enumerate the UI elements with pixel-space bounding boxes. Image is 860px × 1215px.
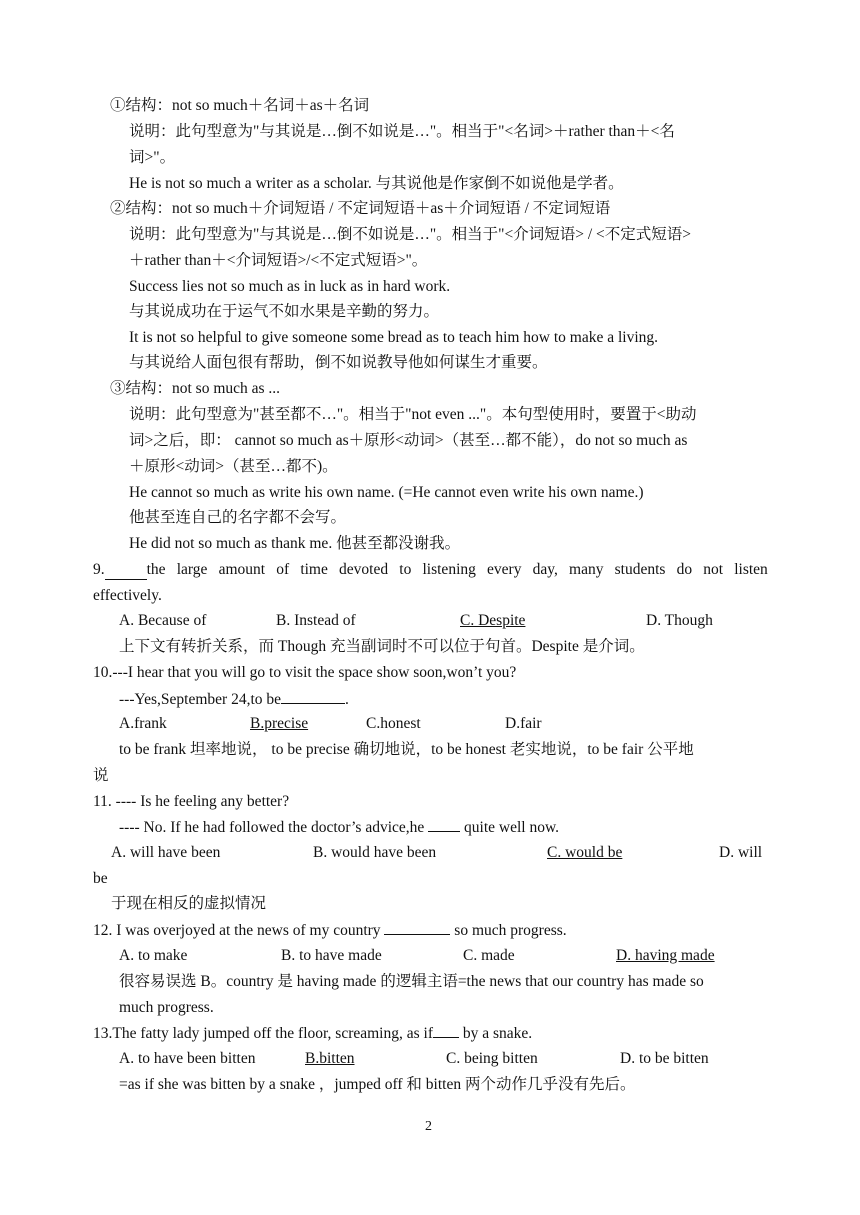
structure-3-heading: ③结构：not so much as ...: [110, 380, 281, 397]
answer-blank: [428, 817, 460, 832]
question-line: ---- No. If he had followed the doctor’s advice,he quite well now.: [119, 819, 560, 836]
example-sentence: He cannot so much as write his own name. (=He cannot even write his own name.): [129, 484, 644, 501]
answer-note: 于现在相反的虚拟情况: [111, 895, 267, 912]
option-d: D.fair: [505, 715, 542, 732]
question-word: day,: [532, 561, 558, 578]
page-number: 2: [425, 1119, 432, 1134]
question-13: 13.The fatty lady jumped off the floor, screaming, as if by a snake.: [93, 1025, 533, 1042]
answer-blank: [105, 565, 147, 580]
answer-note: 上下文有转折关系，而 Though 充当副词时不可以位于句首。Despite 是介词。: [119, 638, 645, 655]
option-d: D. to be bitten: [620, 1050, 709, 1067]
explanation-line: 说明：此句型意为"与其说是…倒不如说是…"。相当于"<名词>＋rather than＋<名: [129, 123, 675, 140]
example-sentence: He is not so much a writer as a scholar. 与其说他是作家倒不如说他是学者。: [129, 175, 624, 192]
question-10: 10.---I hear that you will go to visit the space show soon,won’t you?: [93, 664, 517, 681]
question-word: the: [146, 561, 166, 578]
explanation-line: 说明：此句型意为"与其说是…倒不如说是…"。相当于"<介词短语> / <不定式短语>: [129, 226, 692, 243]
question-number: 9.: [93, 561, 105, 578]
answer-note: much progress.: [119, 999, 214, 1016]
option-c: C.honest: [366, 715, 421, 732]
question-word: to: [399, 561, 412, 578]
option-a: A. to make: [119, 947, 188, 964]
option-a: A. Because of: [119, 612, 207, 629]
option-b-correct: B.precise: [250, 715, 309, 732]
option-d: D. will: [719, 844, 763, 861]
answer-note: 说: [93, 767, 109, 784]
question-word: large: [176, 561, 208, 578]
structure-1-heading: ①结构：not so much＋名词＋as＋名词: [110, 97, 370, 114]
answer-note: 很容易误选 B。country 是 having made 的逻辑主语=the news that our country has made so: [119, 973, 704, 990]
question-word: many: [569, 561, 604, 578]
option-b-correct: B.bitten: [305, 1050, 355, 1067]
question-line: ---Yes,September 24,to be .: [119, 691, 349, 708]
explanation-line: 词>"。: [129, 149, 176, 166]
option-a: A. will have been: [111, 844, 221, 861]
question-word: every: [487, 561, 522, 578]
question-9: [93, 560, 768, 580]
option-d-continued: be: [93, 870, 108, 887]
example-sentence: He did not so much as thank me. 他甚至都没谢我。: [129, 535, 461, 552]
question-word: of: [276, 561, 290, 578]
option-c-correct: C. would be: [547, 844, 623, 861]
question-word: listening: [422, 561, 476, 578]
explanation-line: ＋rather than＋<介词短语>/<不定式短语>"。: [129, 252, 428, 269]
example-translation: 与其说成功在于运气不如水果是辛勤的努力。: [129, 303, 440, 320]
explanation-line: 词>之后，即： cannot so much as＋原形<动词>（甚至…都不能），do not so much as: [129, 432, 688, 449]
structure-2-heading: ②结构：not so much＋介词短语 / 不定词短语＋as＋介词短语 / 不定词短语: [110, 200, 611, 217]
question-word: amount: [218, 561, 266, 578]
answer-blank: [433, 1023, 459, 1038]
question-word: devoted: [339, 561, 389, 578]
explanation-line: 说明：此句型意为"甚至都不…"。相当于"not even ..."。本句型使用时，要置于<助动: [129, 406, 697, 423]
answer-note: =as if she was bitten by a snake ，jumped off 和 bitten 两个动作几乎没有先后。: [119, 1076, 636, 1093]
option-b: B. to have made: [281, 947, 382, 964]
question-word: students: [614, 561, 666, 578]
option-d-correct: D. having made: [616, 947, 715, 964]
example-translation: 与其说给人面包很有帮助，倒不如说教导他如何谋生才重要。: [129, 354, 548, 371]
option-d: D. Though: [646, 612, 713, 629]
question-stem-continued: effectively.: [93, 587, 162, 604]
option-c: C. being bitten: [446, 1050, 538, 1067]
question-word: listen: [734, 561, 768, 578]
example-sentence: Success lies not so much as in luck as in hard work.: [129, 278, 451, 295]
option-c-correct: C. Despite: [460, 612, 526, 629]
option-b: B. would have been: [313, 844, 437, 861]
option-a: A.frank: [119, 715, 167, 732]
example-translation: 他甚至连自己的名字都不会写。: [129, 509, 347, 526]
option-b: B. Instead of: [276, 612, 356, 629]
question-word: not: [703, 561, 724, 578]
option-c: C. made: [463, 947, 515, 964]
answer-blank: [281, 689, 345, 704]
question-12: 12. I was overjoyed at the news of my country so much progress.: [93, 922, 567, 939]
question-word: time: [300, 561, 328, 578]
question-11: 11. ---- Is he feeling any better?: [93, 793, 290, 810]
answer-note: to be frank 坦率地说， to be precise 确切地说，to be honest 老实地说，to be fair 公平地: [119, 741, 694, 758]
question-word: do: [676, 561, 693, 578]
explanation-line: ＋原形<动词>（甚至…都不)。: [129, 458, 338, 475]
answer-blank: [384, 920, 450, 935]
example-sentence: It is not so helpful to give someone some bread as to teach him how to make a living.: [129, 329, 659, 346]
option-a: A. to have been bitten: [119, 1050, 256, 1067]
